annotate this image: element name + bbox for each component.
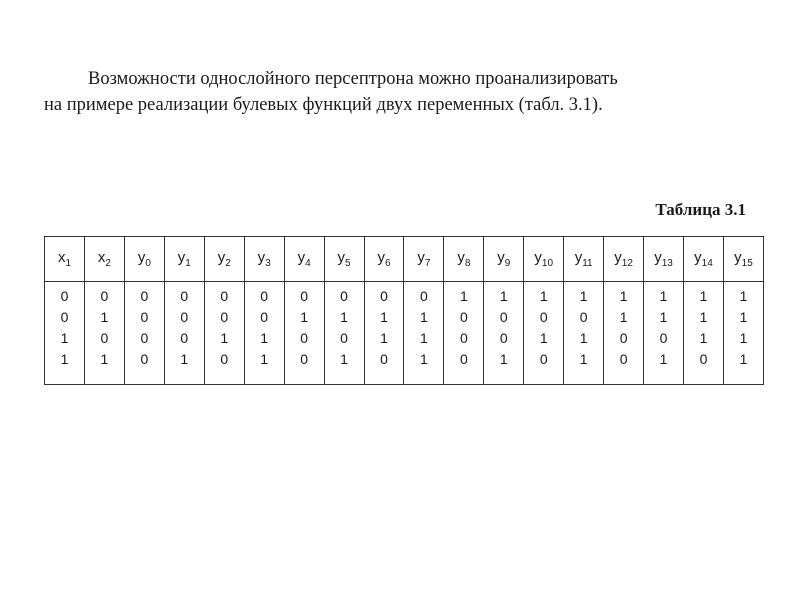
- table-header-row: [45, 237, 764, 282]
- column-header: [604, 237, 644, 282]
- table-cell: [644, 282, 684, 385]
- bit-value: 1: [260, 351, 269, 367]
- variable-index: 13: [661, 257, 673, 269]
- variable-name: y: [614, 249, 622, 267]
- table-cell: [124, 282, 164, 385]
- table-cell: [244, 282, 284, 385]
- variable-name: y: [734, 249, 742, 267]
- bit-value: 0: [60, 288, 69, 304]
- variable-name: x: [97, 249, 106, 267]
- intro-line-1: Возможности однослойного персептрона можно проанализировать: [88, 69, 618, 89]
- bit-value: 1: [300, 309, 308, 325]
- bit-value: 1: [579, 330, 588, 346]
- bit-value: 0: [300, 330, 308, 346]
- bit-value: 1: [60, 330, 69, 346]
- variable-index: 1: [65, 257, 71, 269]
- variable-index: 2: [225, 257, 231, 269]
- bit-value: 0: [619, 330, 628, 346]
- table-caption: Таблица 3.1: [655, 200, 746, 219]
- variable-name: y: [574, 249, 583, 267]
- bit-value: 0: [340, 288, 348, 304]
- bit-value: 1: [659, 309, 668, 325]
- bit-value: 0: [380, 288, 388, 304]
- bit-value: 0: [140, 309, 149, 325]
- bit-value: 0: [180, 330, 189, 346]
- bit-value: 0: [140, 330, 149, 346]
- variable-index: 4: [305, 257, 311, 269]
- bit-value: 1: [380, 330, 388, 346]
- variable-name: y: [257, 249, 266, 267]
- bit-value: 1: [100, 309, 109, 325]
- table-row: [45, 282, 764, 385]
- table-cell: [723, 282, 763, 385]
- variable-index: 10: [541, 257, 554, 269]
- variable-name: y: [457, 249, 465, 267]
- bit-value: 1: [739, 330, 748, 346]
- bit-value: 1: [420, 309, 428, 325]
- variable-index: 2: [105, 257, 111, 269]
- bit-value: 0: [340, 330, 348, 346]
- table-cell: [404, 282, 444, 385]
- bit-value: 1: [579, 351, 588, 367]
- column-header: [164, 237, 204, 282]
- column-header: [444, 237, 484, 282]
- variable-name: y: [497, 249, 505, 267]
- variable-index: 3: [265, 257, 271, 269]
- intro-line-2: на примере реализации булевых функций двух переменных (табл. 3.1).: [44, 95, 603, 115]
- table-cell: [45, 282, 85, 385]
- table-cell: [364, 282, 404, 385]
- bit-value: 0: [499, 330, 508, 346]
- bit-value: 0: [499, 309, 508, 325]
- bit-value: 0: [380, 351, 388, 367]
- table-cell: [564, 282, 604, 385]
- bit-value: 0: [180, 309, 189, 325]
- bit-value: 0: [260, 309, 269, 325]
- table-cell: [204, 282, 244, 385]
- variable-name: y: [297, 249, 306, 267]
- bit-value: 1: [420, 330, 428, 346]
- variable-name: y: [137, 249, 146, 267]
- bit-value: 0: [220, 309, 229, 325]
- bit-value: 0: [300, 351, 308, 367]
- table-cell: [484, 282, 524, 385]
- column-header: [244, 237, 284, 282]
- column-header: [84, 237, 124, 282]
- variable-name: y: [377, 249, 385, 267]
- variable-index: 11: [582, 257, 593, 269]
- variable-index: 6: [384, 257, 391, 269]
- bit-value: 0: [539, 351, 548, 367]
- bit-value: 0: [60, 309, 69, 325]
- bit-value: 1: [499, 288, 508, 304]
- variable-name: y: [654, 249, 662, 267]
- bit-value: 1: [220, 330, 229, 346]
- bit-value: 1: [619, 288, 628, 304]
- bit-value: 1: [739, 351, 748, 367]
- bit-value: 1: [579, 288, 588, 304]
- bit-value: 1: [739, 288, 748, 304]
- bit-value: 1: [380, 309, 388, 325]
- variable-name: y: [217, 249, 226, 267]
- column-header: [204, 237, 244, 282]
- variable-name: y: [417, 249, 425, 267]
- variable-index: 7: [424, 257, 431, 269]
- bit-value: 1: [180, 351, 189, 367]
- bit-value: 1: [100, 351, 109, 367]
- bit-value: 1: [699, 288, 708, 304]
- table-cell: [164, 282, 204, 385]
- bit-value: 0: [100, 330, 109, 346]
- table-cell: [324, 282, 364, 385]
- bit-value: 1: [539, 288, 548, 304]
- bit-value: 1: [420, 351, 428, 367]
- variable-index: 0: [145, 257, 151, 269]
- column-header: [484, 237, 524, 282]
- column-header: [45, 237, 85, 282]
- variable-index: 9: [504, 257, 511, 269]
- table-cell: [684, 282, 724, 385]
- column-header: [723, 237, 763, 282]
- bit-value: 0: [220, 288, 229, 304]
- variable-index: 8: [464, 257, 471, 269]
- bit-value: 1: [659, 288, 668, 304]
- variable-name: x: [57, 249, 66, 267]
- bit-value: 1: [739, 309, 748, 325]
- variable-name: y: [177, 249, 186, 267]
- intro-paragraph: [44, 66, 774, 118]
- column-header: [364, 237, 404, 282]
- table-cell: [84, 282, 124, 385]
- bit-value: 1: [659, 351, 668, 367]
- bit-value: 0: [140, 351, 149, 367]
- table-cell: [604, 282, 644, 385]
- table-cell: [444, 282, 484, 385]
- bit-value: 1: [340, 309, 348, 325]
- bit-value: 0: [659, 330, 668, 346]
- column-header: [684, 237, 724, 282]
- table-cell: [284, 282, 324, 385]
- variable-index: 15: [741, 257, 753, 269]
- variable-index: 14: [701, 257, 713, 269]
- table-cell: [524, 282, 564, 385]
- bit-value: 0: [100, 288, 109, 304]
- column-header: [124, 237, 164, 282]
- column-header: [564, 237, 604, 282]
- column-header: [524, 237, 564, 282]
- bit-value: 1: [260, 330, 269, 346]
- variable-index: 5: [345, 257, 351, 269]
- variable-name: y: [534, 249, 542, 267]
- column-header: [644, 237, 684, 282]
- bit-value: 0: [459, 309, 468, 325]
- variable-name: y: [694, 249, 702, 267]
- bit-value: 1: [459, 288, 468, 304]
- bit-value: 1: [60, 351, 69, 367]
- column-header: [324, 237, 364, 282]
- variable-index: 12: [621, 257, 633, 269]
- variable-index: 1: [185, 257, 191, 269]
- column-header: [404, 237, 444, 282]
- bit-value: 0: [260, 288, 269, 304]
- truth-table: [44, 236, 764, 385]
- bit-value: 0: [459, 351, 468, 367]
- bit-value: 0: [180, 288, 189, 304]
- variable-name: y: [337, 249, 345, 267]
- bit-value: 0: [619, 351, 628, 367]
- bit-value: 1: [340, 351, 348, 367]
- bit-value: 0: [579, 309, 588, 325]
- bit-value: 1: [699, 309, 708, 325]
- bit-value: 0: [420, 288, 428, 304]
- bit-value: 1: [619, 309, 628, 325]
- bit-value: 0: [300, 288, 308, 304]
- column-header: [284, 237, 324, 282]
- bit-value: 1: [499, 351, 508, 367]
- bit-value: 0: [220, 351, 229, 367]
- bit-value: 1: [539, 330, 548, 346]
- bit-value: 0: [140, 288, 149, 304]
- bit-value: 0: [699, 351, 708, 367]
- bit-value: 1: [699, 330, 708, 346]
- bit-value: 0: [539, 309, 548, 325]
- bit-value: 0: [459, 330, 468, 346]
